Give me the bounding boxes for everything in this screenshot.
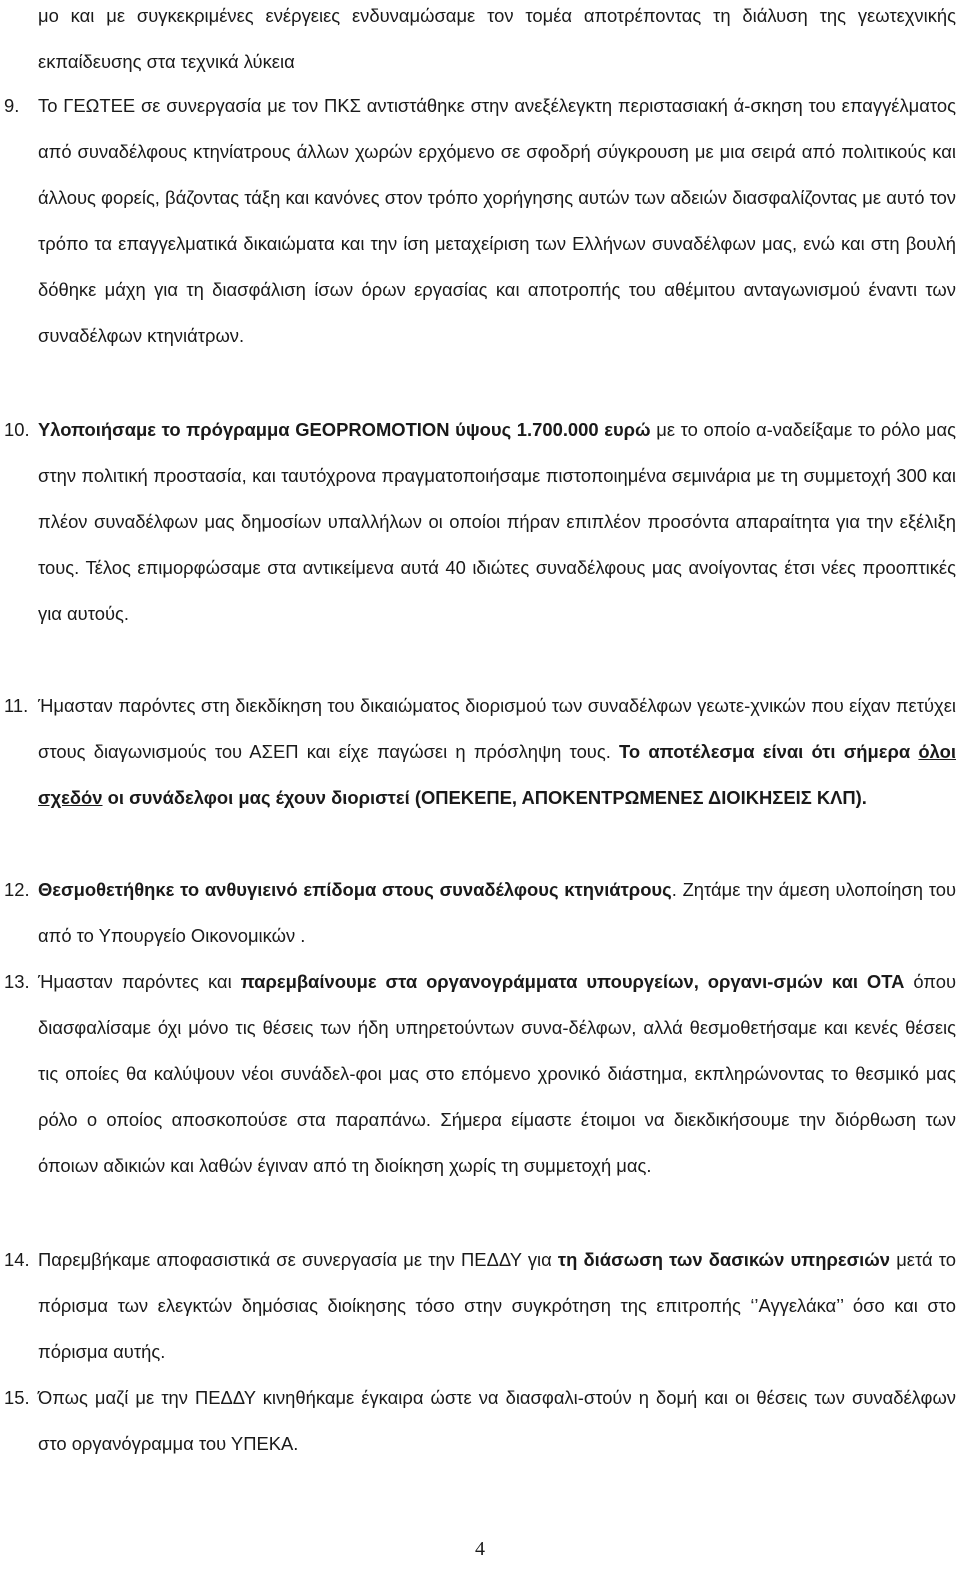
item-body-text: μετά το πόρισμα των ελεγκτών δημόσιας διοίκησης τόσο στην συγκρότηση της επιτροπής ‘’Αγγελάκα’’ όσο και στο πόρισμα αυτής. — [38, 1249, 957, 1362]
item-text — [38, 867, 956, 959]
item-text — [38, 1237, 956, 1375]
item-body-text: Ήμασταν παρόντες και — [38, 971, 241, 992]
item-number: 11. — [4, 695, 29, 716]
item-text — [38, 683, 956, 821]
item-text — [38, 407, 956, 637]
item-body-text: Ήμασταν παρόντες στη διεκδίκηση του δικαιώματος διορισμού των συναδέλφων γεωτε-χνικών που είχαν πετύχει στους διαγωνισμούς του ΑΣΕΠ και είχε παγώσει η πρόσληψη τους. — [38, 695, 956, 762]
item-bold-text: τη διάσωση των δασικών υπηρεσιών — [557, 1249, 891, 1270]
item-number: 12. — [4, 879, 30, 900]
item-bold-text: Υλοποιήσαμε το πρόγραμμα GEOPROMOTION ύψους 1.700.000 ευρώ — [38, 419, 651, 440]
item-number: 13. — [4, 971, 30, 992]
item-bold-text: παρεμβαίνουμε στα οργανογράμματα υπουργείων, οργανι-σμών και ΟΤΑ — [240, 971, 905, 992]
item-bold-text: Το αποτέλεσμα είναι ότι σήμερα — [619, 741, 919, 762]
item-number: 10. — [4, 419, 30, 440]
item-bold-text: οι συνάδελφοι μας έχουν διοριστεί (ΟΠΕΚΕΠΕ, ΑΠΟΚΕΝΤΡΩΜΕΝΕΣ ΔΙΟΙΚΗΣΕΙΣ ΚΛΠ). — [102, 787, 867, 808]
intro-paragraph: μο και με συγκεκριμένες ενέργειες ενδυναμώσαμε τον τομέα αποτρέποντας τη διάλυση της γεωτεχνικής εκπαίδευσης στα τεχνικά λύκεια — [38, 5, 956, 72]
page-number: 4 — [475, 1538, 485, 1560]
item-text: Το ΓΕΩΤΕΕ σε συνεργασία με τον ΠΚΣ αντιστάθηκε στην ανεξέλεγκτη περιστασιακή ά-σκηση του επαγγέλματος από συναδέλφους κτηνίατρους άλλων χωρών ερχόμενο σε σφοδρή σύγκρουση με μια σειρά από πολιτικούς και άλλους φορείς, βάζοντας τάξη και κανόνες στον τρόπο χορήγησης αυτών των αδειών διασφαλίζοντας με αυτό τον τρόπο τα επαγγελματικά δικαιώματα και την ίση μεταχείριση των Ελλήνων συναδέλφων μας, ενώ και στη βουλή δόθηκε μάχη για τη διασφάλιση ίσων όρων εργασίας και αποτροπής του αθέμιτου ανταγωνισμού έναντι των συναδέλφων κτηνιάτρων. — [38, 95, 956, 346]
item-body-text: με το οποίο α-ναδείξαμε το ρόλο μας στην πολιτική προστασία, και ταυτόχρονα πραγματοποιήσαμε πιστοποιημένα σεμινάρια με τη συμμετοχή 300 και πλέον συναδέλφων μας δημοσίων υπαλλήλων οι οποίοι πήραν επιπλέον προσόντα απαραίτητα για την εξέλιξη τους. Τέλος επιμορφώσαμε στα αντικείμενα αυτά 40 ιδιώτες συναδέλφους μας ανοίγοντας έτσι νέες προοπτικές για αυτούς. — [38, 419, 956, 624]
item-body-text: όπου διασφαλίσαμε όχι μόνο τις θέσεις των ήδη υπηρετούντων συνα-δέλφων, αλλά θεσμοθετήσαμε και κενές θέσεις τις οποίες θα καλύψουν νέοι συνάδελ-φοι μας στο επόμενο χρονικό διάστημα, εκπληρώνοντας το θεσμικό μας ρόλο ο οποίος αποσκοπούσε στα παραπάνω. Σήμερα είμαστε έτοιμοι να διεκδικήσουμε την διόρθωση των όποιων αδικιών και λαθών έγιναν από τη διοίκηση χωρίς τη συμμετοχή μας. — [38, 971, 957, 1176]
item-bold-text: Θεσμοθετήθηκε το ανθυγιεινό επίδομα στους συναδέλφους κτηνιάτρους — [38, 879, 672, 900]
item-number: 14. — [4, 1249, 30, 1270]
item-text: Όπως μαζί με την ΠΕΔΔΥ κινηθήκαμε έγκαιρα ώστε να διασφαλι-στούν η δομή και οι θέσεις των συναδέλφων στο οργανόγραμμα του ΥΠΕΚΑ. — [38, 1387, 956, 1454]
item-text — [38, 959, 956, 1189]
item-underlined-text: όλοι σχεδόν — [38, 741, 957, 808]
item-body-text: Παρεμβήκαμε αποφασιστικά σε συνεργασία με την ΠΕΔΔΥ για — [38, 1249, 558, 1270]
item-body-text: . Ζητάμε την άμεση υλοποίηση του από το Υπουργείο Οικονομικών . — [38, 879, 956, 946]
item-number: 9. — [4, 95, 20, 116]
item-number: 15. — [4, 1387, 30, 1408]
